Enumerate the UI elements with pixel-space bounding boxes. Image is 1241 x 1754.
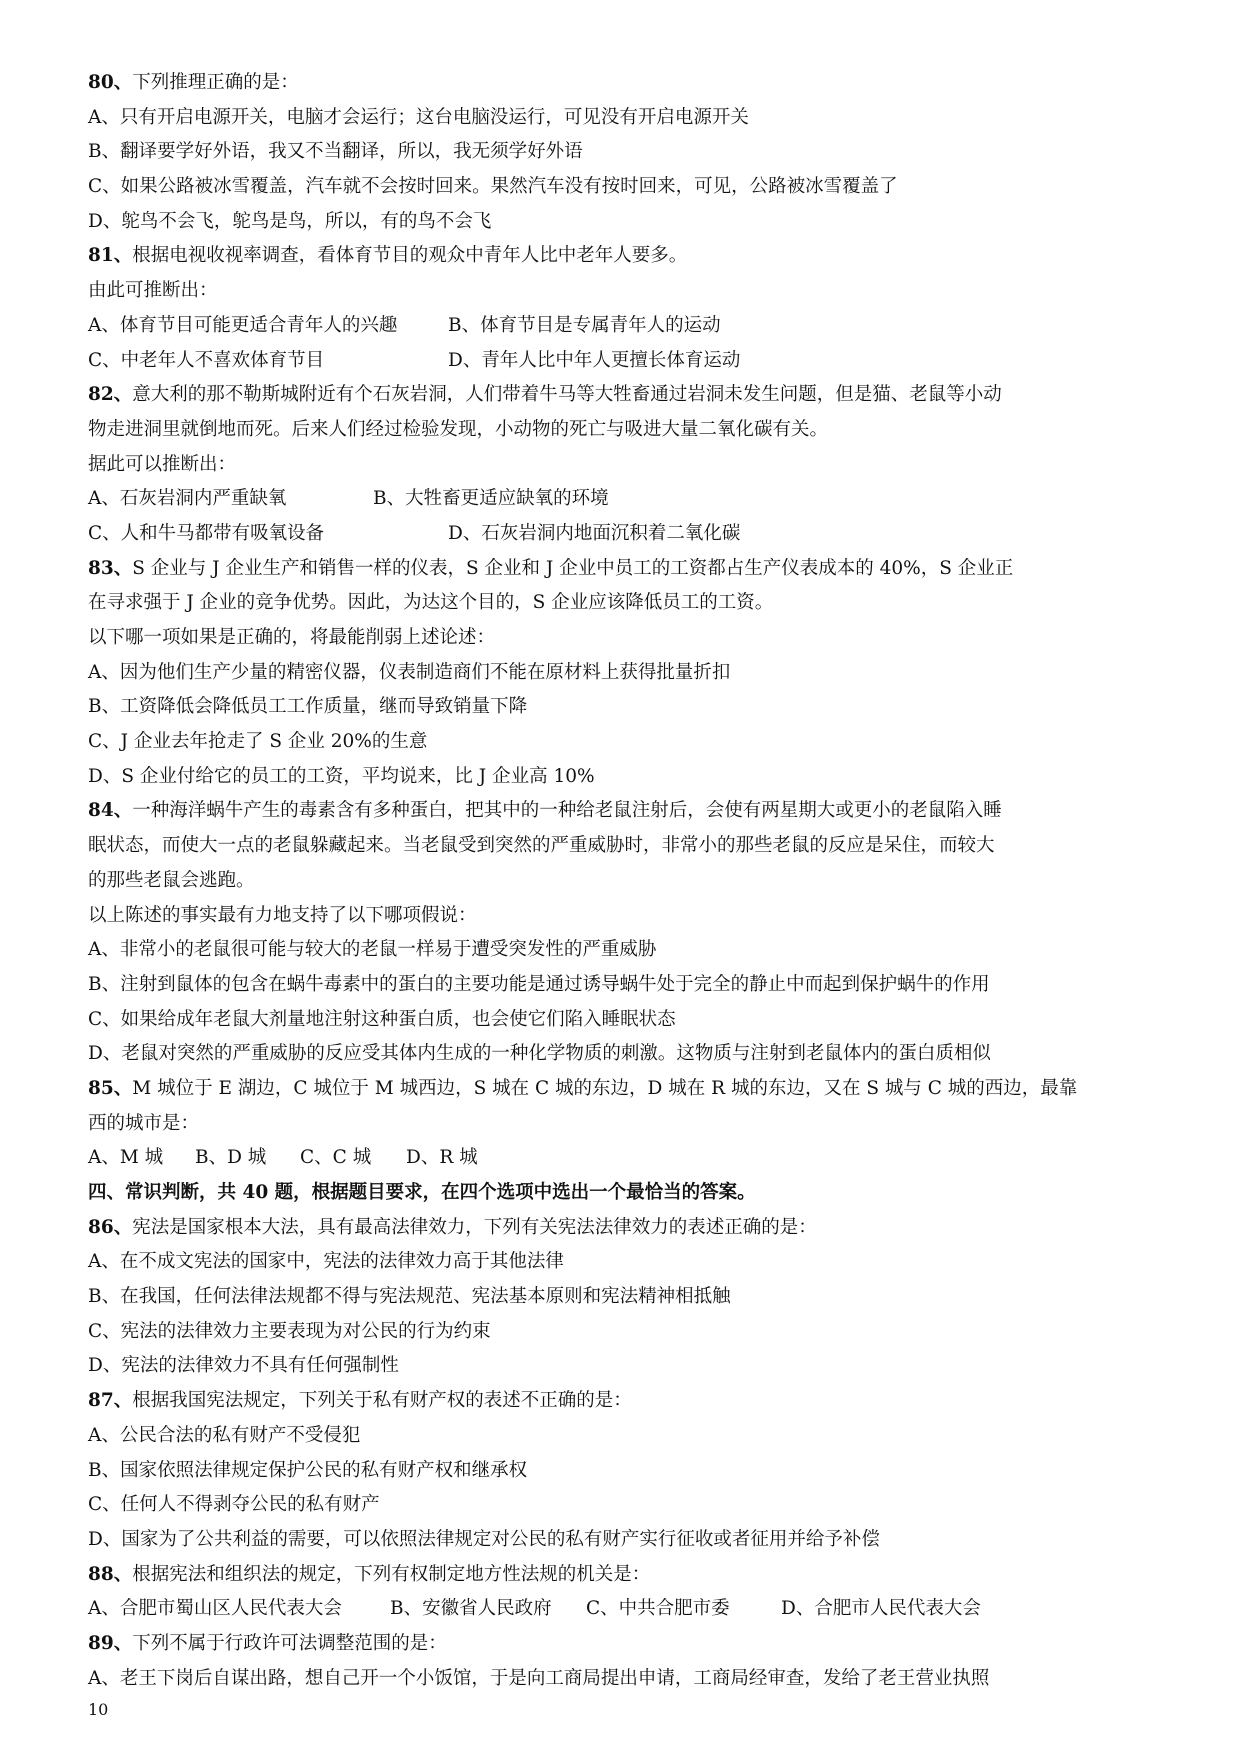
text-line — [88, 933, 1163, 968]
line-text: A、老王下岗后自谋出路，想自己开一个小饭馆，于是向工商局提出申请，工商局经审查，发给了老王营业执照 — [88, 1667, 990, 1689]
line-text: M 城位于 E 湖边，C 城位于 M 城西边，S 城在 C 城的东边，D 城在 R 城的东边，又在 S 城与 C 城的西边，最靠 — [132, 1077, 1078, 1099]
line-text: D、老鼠对突然的严重威胁的反应受其体内生成的一种化学物质的刺激。这物质与注射到老鼠体内的蛋白质相似 — [88, 1043, 991, 1065]
answer-option: B、D 城 — [195, 1147, 267, 1169]
line-text: A、公民合法的私有财产不受侵犯 — [88, 1424, 361, 1446]
line-text: A、只有开启电源开关，电脑才会运行；这台电脑没运行，可见没有开启电源开关 — [88, 106, 749, 128]
section-heading — [88, 1176, 1163, 1211]
question-number: 89、 — [88, 1632, 133, 1654]
answer-option: C、人和牛马都带有吸氧设备 — [88, 522, 325, 544]
answer-option: A、石灰岩洞内严重缺氧 — [88, 488, 287, 510]
text-line — [88, 1003, 1163, 1038]
text-line — [88, 1662, 1163, 1697]
line-text: 的那些老鼠会逃跑。 — [88, 869, 255, 891]
text-line — [88, 448, 1163, 483]
line-text: 由此可推断出： — [88, 280, 218, 302]
question-stem — [88, 552, 1163, 587]
text-line — [88, 725, 1163, 760]
line-text: D、国家为了公共利益的需要，可以依照法律规定对公民的私有财产实行征收或者征用并给予补偿 — [88, 1528, 880, 1550]
line-text: 据此可以推断出： — [88, 453, 237, 475]
line-text: B、在我国，任何法律法规都不得与宪法规范、宪法基本原则和宪法精神相抵触 — [88, 1286, 731, 1308]
text-line — [88, 1454, 1163, 1489]
answer-option: A、体育节目可能更适合青年人的兴趣 — [88, 314, 398, 336]
text-line — [88, 621, 1163, 656]
text-line — [88, 760, 1163, 795]
text-line — [88, 205, 1163, 240]
text-line — [88, 413, 1163, 448]
text-line — [88, 1488, 1163, 1523]
text-line — [88, 101, 1163, 136]
answer-option: C、中老年人不喜欢体育节目 — [88, 349, 325, 371]
text-line — [88, 1419, 1163, 1454]
question-number: 87、 — [88, 1390, 133, 1412]
text-line — [88, 1349, 1163, 1384]
question-stem — [88, 1558, 1163, 1593]
line-text: A、非常小的老鼠很可能与较大的老鼠一样易于遭受突发性的严重威胁 — [88, 939, 657, 961]
line-text: D、S 企业付给它的员工的工资，平均说来，比 J 企业高 10% — [88, 765, 595, 787]
line-text: 下列推理正确的是： — [132, 72, 299, 93]
line-text: 根据宪法和组织法的规定，下列有权制定地方性法规的机关是： — [132, 1563, 651, 1585]
line-text: C、宪法的法律效力主要表现为对公民的行为约束 — [88, 1320, 491, 1342]
answer-option: A、合肥市蜀山区人民代表大会 — [88, 1598, 342, 1620]
text-line — [88, 274, 1163, 309]
line-text: 物走进洞里就倒地而死。后来人们经过检验发现，小动物的死亡与吸进大量二氧化碳有关。 — [88, 418, 829, 440]
line-text: 下列不属于行政许可法调整范围的是： — [132, 1632, 447, 1654]
question-stem — [88, 1384, 1163, 1419]
line-text: C、如果公路被冰雪覆盖，汽车就不会按时回来。果然汽车没有按时回来，可见，公路被冰雪覆盖了 — [88, 176, 898, 198]
option-row — [88, 344, 1163, 379]
line-text: C、J 企业去年抢走了 S 企业 20%的生意 — [88, 731, 428, 753]
question-stem — [88, 1072, 1163, 1107]
question-number: 83、 — [88, 557, 133, 579]
question-stem — [88, 1627, 1163, 1662]
question-stem — [88, 239, 1163, 274]
line-text: 四、常识判断，共 40 题，根据题目要求，在四个选项中选出一个最恰当的答案。 — [88, 1182, 756, 1203]
answer-option: D、青年人比中年人更擅长体育运动 — [448, 349, 741, 371]
question-number: 85、 — [88, 1077, 133, 1099]
line-text: B、工资降低会降低员工工作质量，继而导致销量下降 — [88, 696, 528, 718]
question-number: 86、 — [88, 1216, 133, 1238]
text-line — [88, 864, 1163, 899]
answer-option: D、合肥市人民代表大会 — [781, 1598, 981, 1620]
text-line — [88, 135, 1163, 170]
line-text: A、因为他们生产少量的精密仪器，仪表制造商们不能在原材料上获得批量折扣 — [88, 661, 731, 683]
line-text: 眠状态，而使大一点的老鼠躲藏起来。当老鼠受到突然的严重威胁时，非常小的那些老鼠的反应是呆住，而较大 — [88, 835, 995, 857]
question-number: 80、 — [88, 72, 133, 93]
line-text: 在寻求强于 J 企业的竞争优势。因此，为达这个目的，S 企业应该降低员工的工资。 — [88, 592, 774, 614]
line-text: D、鸵鸟不会飞，鸵鸟是鸟，所以，有的鸟不会飞 — [88, 210, 492, 232]
answer-option: C、中共合肥市委 — [586, 1598, 730, 1620]
line-text: 宪法是国家根本大法，具有最高法律效力，下列有关宪法法律效力的表述正确的是： — [132, 1216, 817, 1238]
text-line — [88, 968, 1163, 1003]
option-row — [88, 1141, 1163, 1176]
option-row — [88, 1592, 1163, 1627]
question-number: 81、 — [88, 245, 133, 267]
question-number: 88、 — [88, 1563, 133, 1585]
answer-option: D、R 城 — [406, 1147, 478, 1169]
text-line — [88, 1107, 1163, 1142]
line-text: B、翻译要学好外语，我又不当翻译，所以，我无须学好外语 — [88, 141, 583, 163]
line-text: D、宪法的法律效力不具有任何强制性 — [88, 1355, 399, 1377]
answer-option: B、安徽省人民政府 — [390, 1598, 552, 1620]
question-stem — [88, 1211, 1163, 1246]
answer-option: A、M 城 — [88, 1147, 164, 1169]
line-text: C、如果给成年老鼠大剂量地注射这种蛋白质，也会使它们陷入睡眠状态 — [88, 1008, 676, 1030]
question-number: 82、 — [88, 384, 133, 406]
text-line — [88, 1315, 1163, 1350]
answer-option: C、C 城 — [300, 1147, 372, 1169]
line-text: 一种海洋蜗牛产生的毒素含有多种蛋白，把其中的一种给老鼠注射后，会使有两星期大或更小的老鼠陷入睡 — [132, 800, 1002, 822]
answer-option: B、大牲畜更适应缺氧的环境 — [373, 488, 609, 510]
line-text: S 企业与 J 企业生产和销售一样的仪表，S 企业和 J 企业中员工的工资都占生产仪表成本的 40%，S 企业正 — [132, 557, 1014, 579]
line-text: B、国家依照法律规定保护公民的私有财产权和继承权 — [88, 1459, 528, 1481]
option-row — [88, 482, 1163, 517]
line-text: 根据电视收视率调查，看体育节目的观众中青年人比中老年人要多。 — [132, 245, 688, 267]
option-row — [88, 309, 1163, 344]
line-text: C、任何人不得剥夺公民的私有财产 — [88, 1494, 380, 1516]
line-text: 根据我国宪法规定，下列关于私有财产权的表述不正确的是： — [132, 1390, 632, 1412]
question-stem — [88, 378, 1163, 413]
line-text: A、在不成文宪法的国家中，宪法的法律效力高于其他法律 — [88, 1251, 564, 1273]
line-text: B、注射到鼠体的包含在蜗牛毒素中的蛋白的主要功能是通过诱导蜗牛处于完全的静止中而起到保护蜗牛的作用 — [88, 973, 990, 995]
question-stem — [88, 794, 1163, 829]
line-text: 意大利的那不勒斯城附近有个石灰岩洞，人们带着牛马等大牲畜通过岩洞未发生问题，但是猫、老鼠等小动 — [132, 384, 1002, 406]
line-text: 以下哪一项如果是正确的，将最能削弱上述论述： — [88, 627, 496, 648]
page-number: 10 — [88, 1700, 109, 1719]
answer-option: B、体育节目是专属青年人的运动 — [448, 314, 721, 336]
answer-option: D、石灰岩洞内地面沉积着二氧化碳 — [448, 522, 741, 544]
text-line — [88, 1523, 1163, 1558]
text-line — [88, 1280, 1163, 1315]
question-text-block — [88, 66, 1163, 1696]
text-line — [88, 1245, 1163, 1280]
text-line — [88, 899, 1163, 934]
line-text: 西的城市是： — [88, 1112, 200, 1134]
question-stem — [88, 66, 1163, 101]
text-line — [88, 1037, 1163, 1072]
text-line — [88, 690, 1163, 725]
option-row — [88, 517, 1163, 552]
text-line — [88, 829, 1163, 864]
text-line — [88, 170, 1163, 205]
line-text: 以上陈述的事实最有力地支持了以下哪项假说： — [88, 904, 477, 926]
text-line — [88, 586, 1163, 621]
question-number: 84、 — [88, 800, 133, 822]
text-line — [88, 656, 1163, 691]
